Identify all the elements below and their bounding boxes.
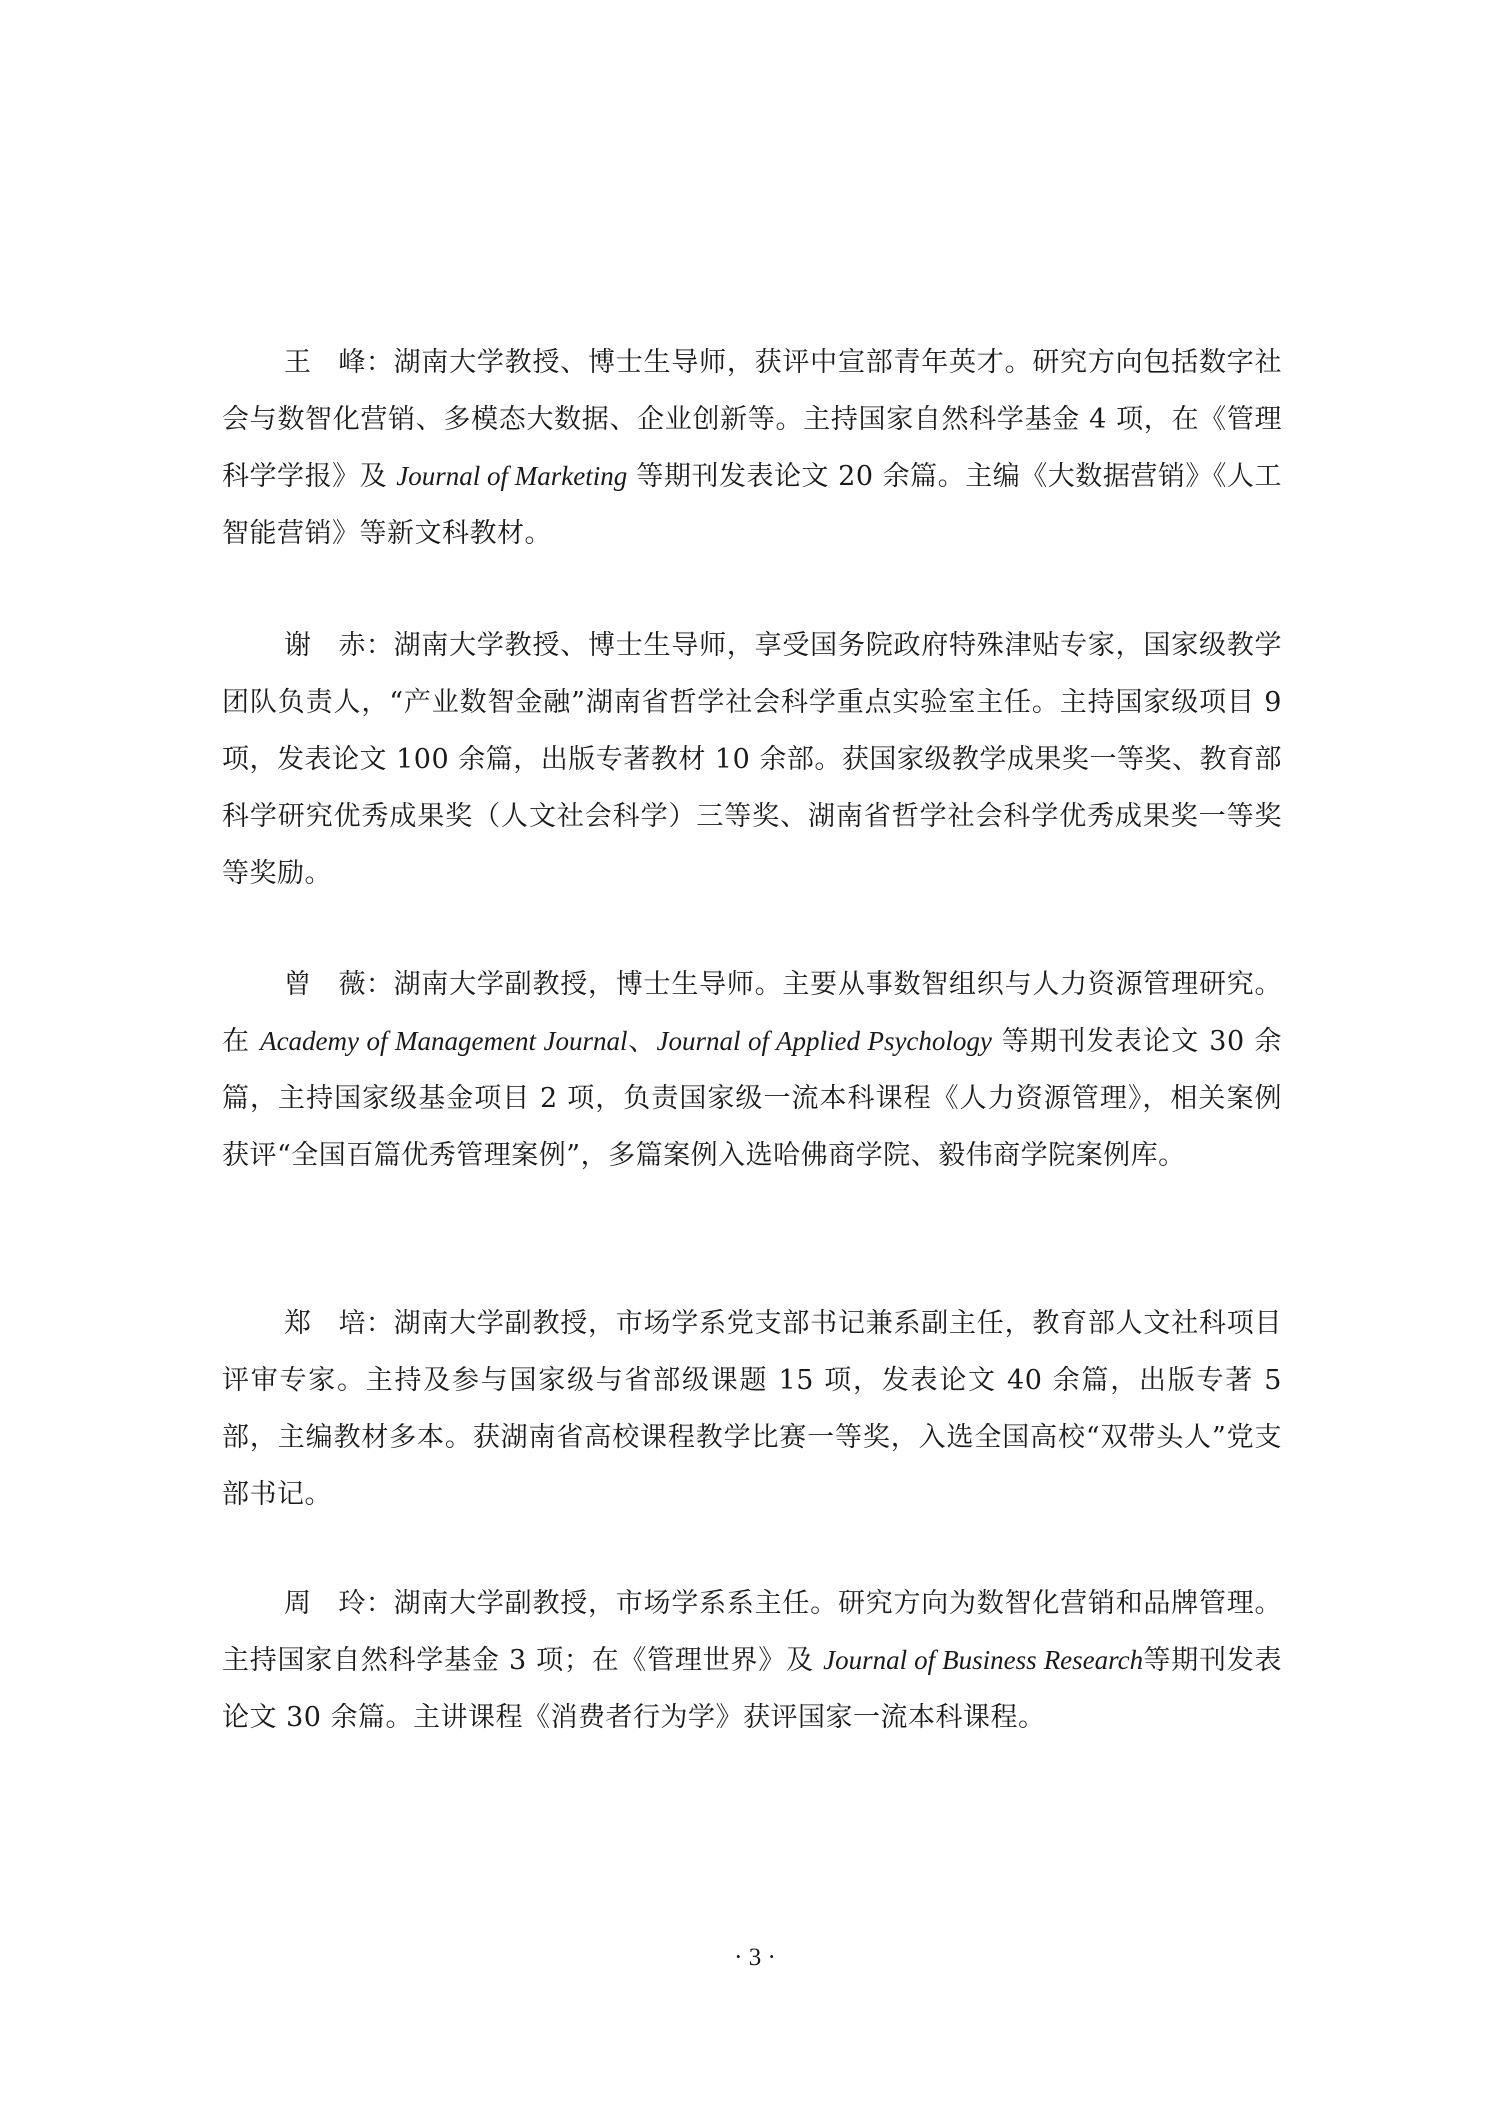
journal-title: Journal of Applied Psychology bbox=[656, 1026, 992, 1056]
journal-title: Academy of Management Journal bbox=[260, 1026, 628, 1056]
page-number: · 3 · bbox=[734, 1944, 776, 1971]
bio-paragraph-zeng-wei bbox=[222, 956, 1282, 1184]
bio-paragraph-xie-chi bbox=[222, 617, 1282, 902]
journal-title: Journal of Business Research bbox=[823, 1645, 1144, 1675]
bio-text: 等期刊发表论文 30 余篇，主持国家级基金项目 2 项，负责国家级一流本科课程《人力资源管理》，相关案例获评“全国百篇优秀管理案例”，多篇案例入选哈佛商学院、毅伟商学院案例库。 bbox=[222, 1026, 1282, 1171]
bio-paragraph-wang-feng bbox=[222, 334, 1282, 562]
person-name: 谢 赤 bbox=[284, 630, 366, 661]
person-name: 曾 薇 bbox=[284, 969, 366, 1000]
bio-paragraph-zheng-pei bbox=[222, 1295, 1282, 1523]
bio-text: 等期刊发表论文 20 余篇。主编《大数据营销》《人工智能营销》等新文科教材。 bbox=[222, 461, 1282, 549]
bio-text: ：湖南大学教授、博士生导师，获评中宣部青年英才。研究方向包括数字社会与数智化营销、多模态大数据、企业创新等。主持国家自然科学基金 4 项，在《管理科学学报》及 bbox=[222, 347, 1283, 492]
journal-title: Journal of Marketing bbox=[396, 461, 628, 491]
person-name: 王 峰 bbox=[284, 347, 366, 378]
bio-paragraph-zhou-ling bbox=[222, 1575, 1282, 1746]
bio-text: ：湖南大学副教授，市场学系系主任。研究方向为数智化营销和品牌管理。主持国家自然科学基金 3 项；在《管理世界》及 bbox=[222, 1588, 1283, 1676]
person-name: 周 玲 bbox=[284, 1588, 366, 1619]
bio-text: 、 bbox=[627, 1026, 657, 1057]
person-name: 郑 培 bbox=[284, 1308, 366, 1339]
bio-text: ：湖南大学教授、博士生导师，享受国务院政府特殊津贴专家，国家级教学团队负责人，“产业数智金融”湖南省哲学社会科学重点实验室主任。主持国家级项目 9 项，发表论文 100 余篇，出版专著教材 10 余部。获国家级教学成果奖一等奖、教育部科学研究优秀成果奖（人文社会科学）三等奖、湖南省哲学社会科学优秀成果奖一等奖等奖励。 bbox=[222, 630, 1283, 889]
bio-text: ：湖南大学副教授，市场学系党支部书记兼系副主任，教育部人文社科项目评审专家。主持及参与国家级与省部级课题 15 项，发表论文 40 余篇，出版专著 5 部，主编教材多本。获湖南省高校课程教学比赛一等奖，入选全国高校“双带头人”党支部书记。 bbox=[222, 1308, 1283, 1510]
bio-text: 等期刊发表论文 30 余篇。主讲课程《消费者行为学》获评国家一流本科课程。 bbox=[222, 1645, 1283, 1733]
bio-text: ：湖南大学副教授，博士生导师。主要从事数智组织与人力资源管理研究。在 bbox=[222, 969, 1283, 1057]
